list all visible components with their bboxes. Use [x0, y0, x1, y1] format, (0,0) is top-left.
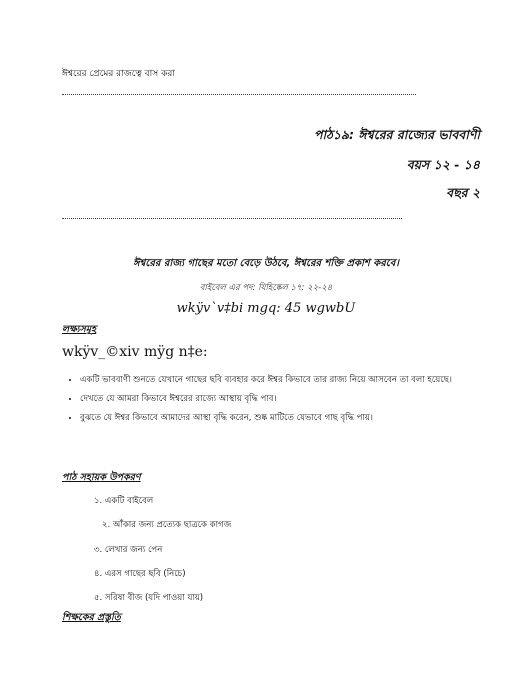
age-range: বয়স ১২ - ১৪	[406, 157, 480, 172]
material-item: ১. একটি বাইবেল	[94, 496, 154, 506]
material-item: ৫. সরিষা বীজ (যদি পাওয়া যায়)	[94, 593, 204, 603]
lesson-year: বছর ২	[446, 185, 480, 200]
objective-item: • বুঝতে যে ঈশ্বর কিভাবে আমাদের আস্থা বৃদ্ধি করেন, শুষ্ক মাটিতে যেভাবে গাছ বৃদ্ধি পায়।	[80, 410, 500, 426]
dotted-divider-middle	[62, 218, 402, 219]
dotted-divider-top	[62, 94, 416, 95]
objective-item: • একটি ভাববাণী শুনতে যেখানে গাছের ছবি ব্যবহার করে ঈশ্বর কিভাবে তার রাজ্য নিয়ে আসবেন তা বলা হয়েছে।	[80, 372, 500, 388]
materials-heading: পাঠ সহায়ক উপকরণ	[62, 472, 141, 483]
objectives-list	[62, 372, 500, 429]
material-item: ৪. এরস গাছের ছবি (নিচে)	[94, 569, 186, 579]
lesson-title: পাঠ১৯: ঈশ্বরের রাজ্যের ভাববাণী	[314, 127, 480, 142]
material-item: ২. আঁকার জন্য প্রত্যেক ছাত্রকে কাগজ	[102, 520, 232, 530]
objectives-heading: লক্ষ্যসমূহ	[62, 324, 97, 335]
bible-passage: বাইবেল এর পদ: যিহিষ্কেল ১৭: ২২-২৪	[199, 283, 333, 293]
objectives-intro: wkÿv_©xiv mÿg n‡e:	[62, 344, 208, 360]
objective-item: • দেখতে যে আমরা কিভাবে ঈশ্বরের রাজ্যে আস্থায় বৃদ্ধি পাব।	[80, 391, 500, 407]
lesson-theme: ঈশ্বরের রাজ্য গাছের মতো বেড়ে উঠবে, ঈশ্বরের শক্তি প্রকাশ করবে।	[133, 258, 399, 269]
material-item: ৩. লেখার জন্য পেন	[94, 545, 163, 555]
document-header: ঈশ্বরের প্রেমের রাজত্বে বাস করা	[62, 69, 175, 79]
preparation-heading: শিক্ষকের প্রস্তুতি	[62, 612, 121, 623]
lesson-duration: wkÿv`v‡bi mgq: 45 wgwbU	[176, 301, 356, 316]
